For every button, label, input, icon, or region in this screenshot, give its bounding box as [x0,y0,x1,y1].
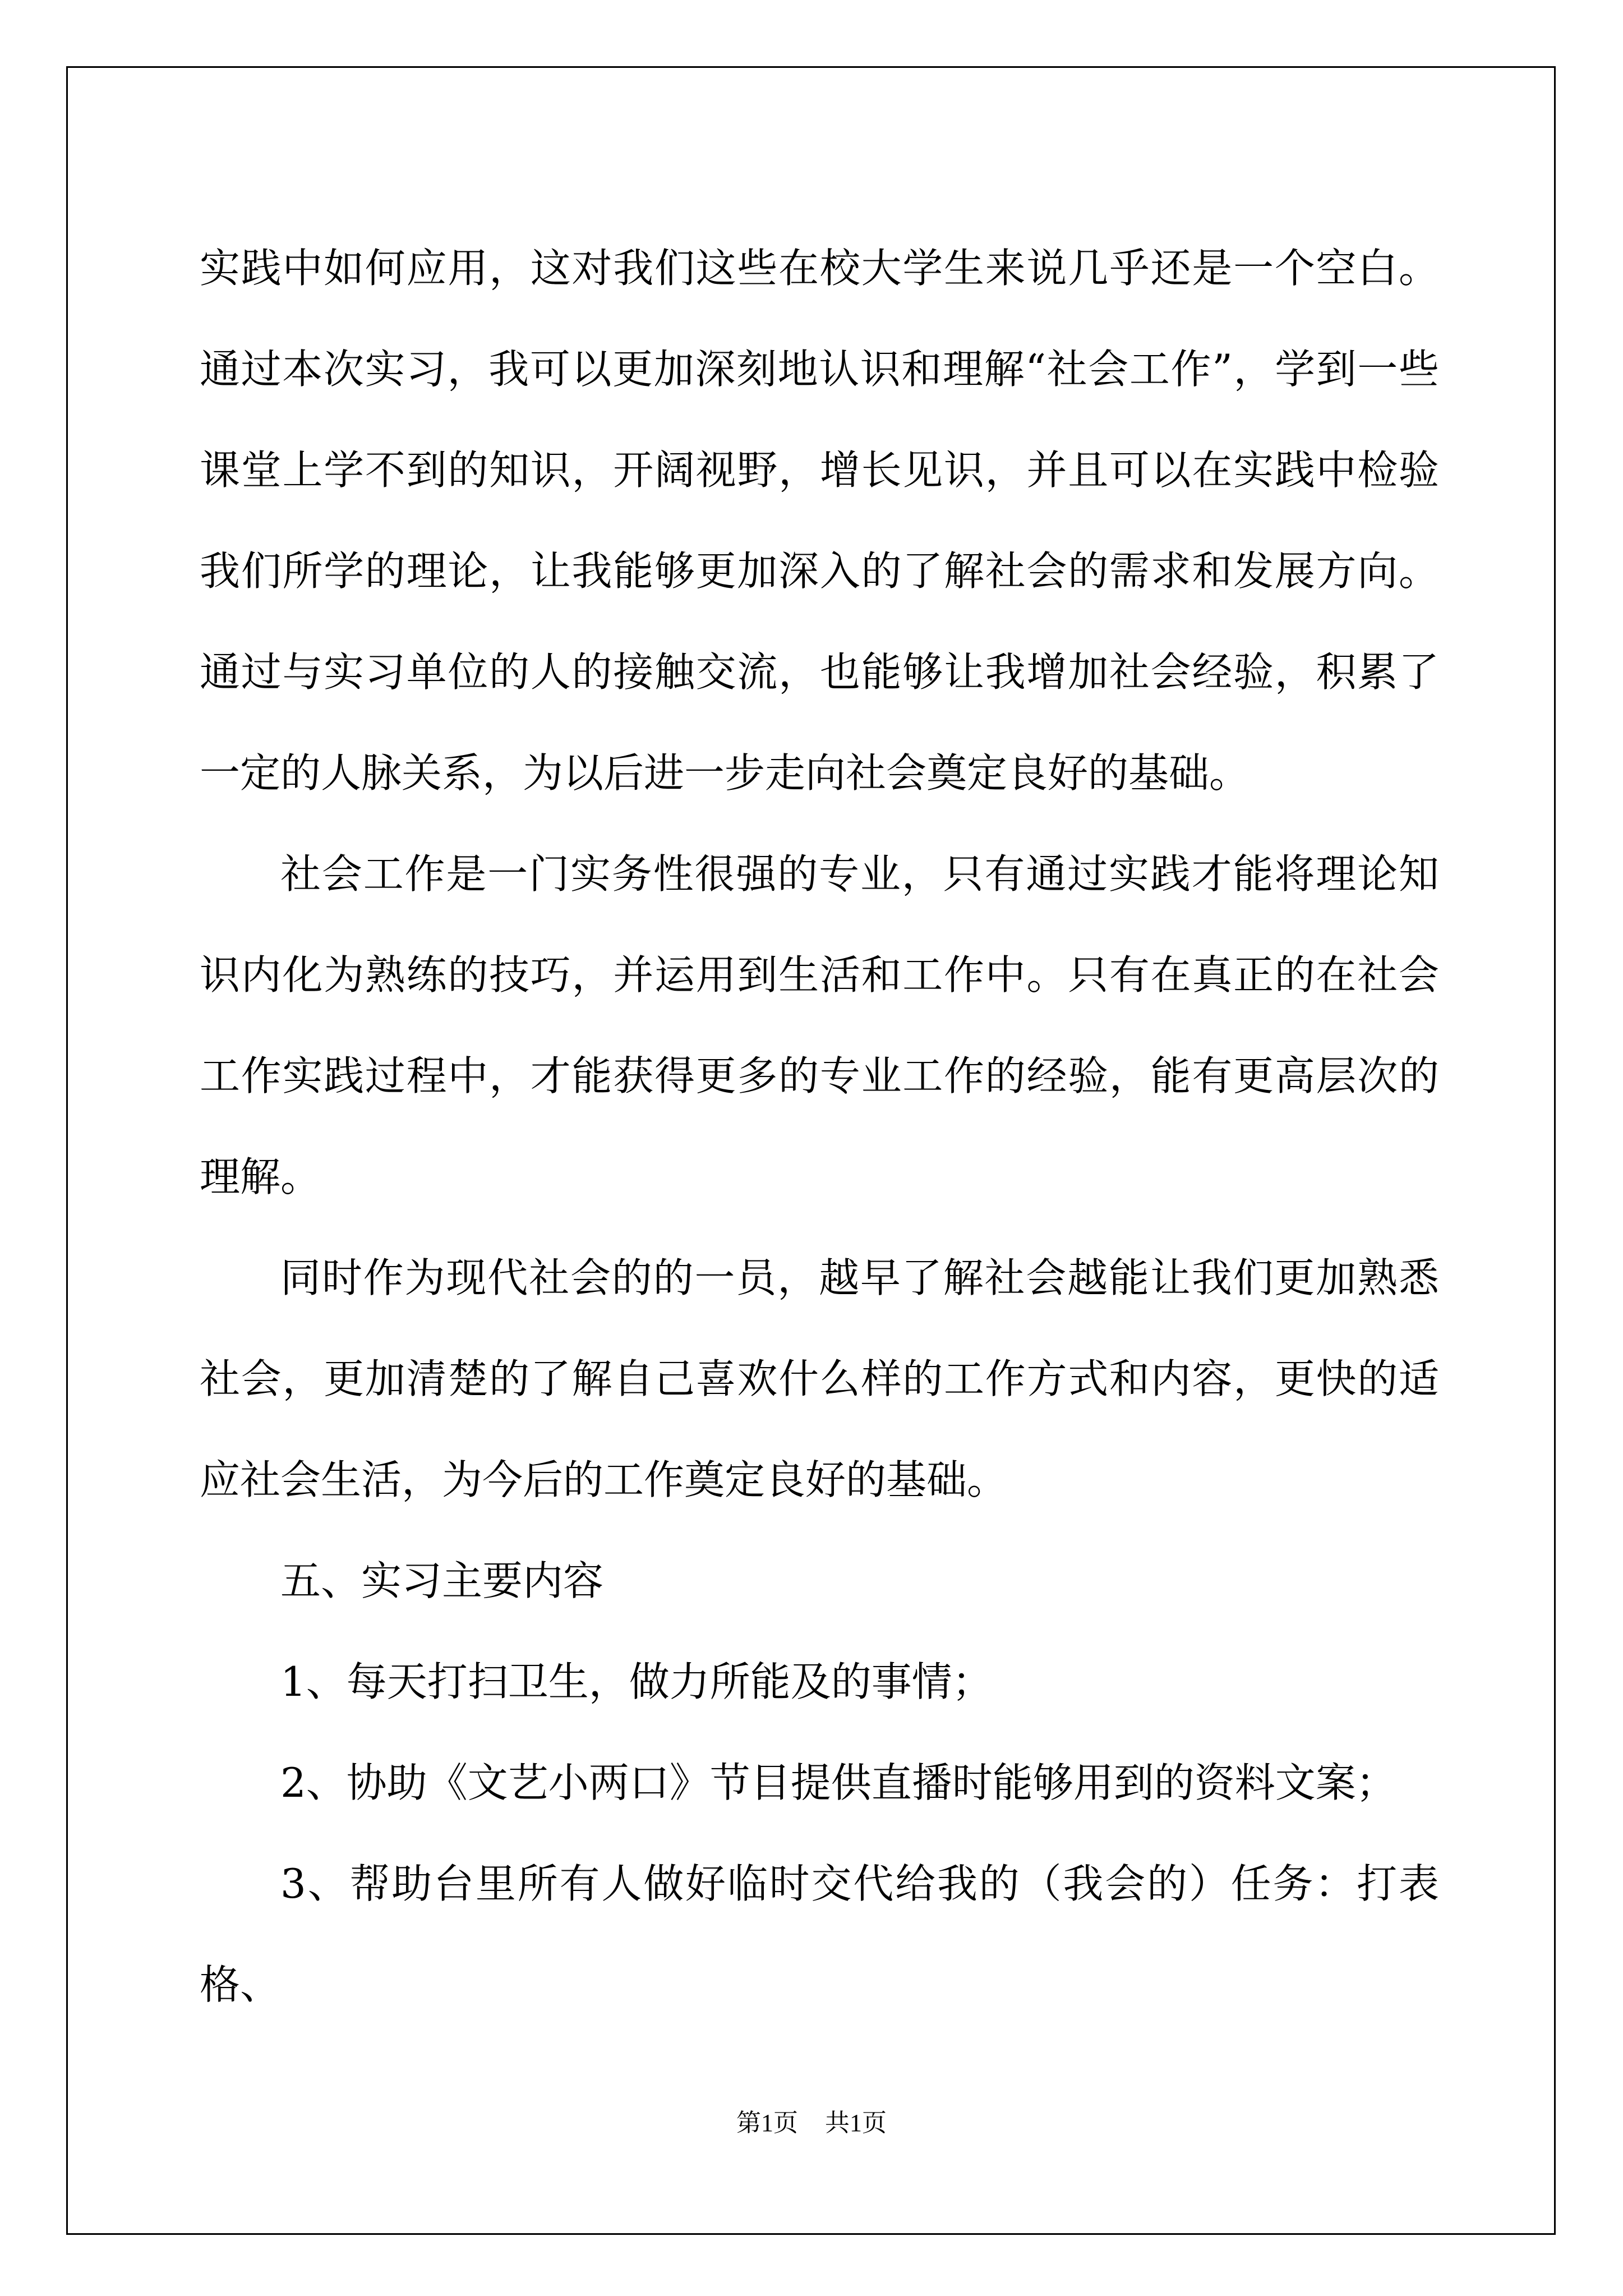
page-footer [0,2109,1623,2137]
page-number: 第1页 [736,2109,798,2137]
list-item-1: 1、每天打扫卫生，做力所能及的事情； [280,1658,993,1705]
paragraph-3: 同时作为现代社会的的一员，越早了解社会越能让我们更加熟悉社会，更加清楚的了解自己喜欢什么样的工作方式和内容，更快的适应社会生活，为今后的工作奠定良好的基础。 [200,1254,1439,1503]
list-item-2: 2、协助《文艺小两口》节目提供直播时能够用到的资料文案； [280,1759,1396,1806]
paragraph-2: 社会工作是一门实务性很强的专业，只有通过实践才能将理论知识内化为熟练的技巧，并运用到生活和工作中。只有在真正的在社会工作实践过程中，才能获得更多的专业工作的经验，能有更高层次的理解。 [200,850,1439,1200]
paragraph-1: 实践中如何应用，这对我们这些在校大学生来说几乎还是一个空白。通过本次实习，我可以更加深刻地认识和理解“社会工作”，学到一些课堂上学不到的知识，开阔视野，增长见识，并且可以在实践中检验我们所学的理论，让我能够更加深入的了解社会的需求和发展方向。通过与实习单位的人的接触交流，也能够让我增加社会经验，积累了一定的人脉关系，为以后进一步走向社会奠定良好的基础。 [200,245,1439,797]
list-item-3: 3、帮助台里所有人做好临时交代给我的（我会的）任务：打表格、 [200,1860,1439,2008]
section-heading: 五、实习主要内容 [280,1557,604,1604]
page-total: 共1页 [825,2109,887,2137]
document-body [200,218,1439,2035]
